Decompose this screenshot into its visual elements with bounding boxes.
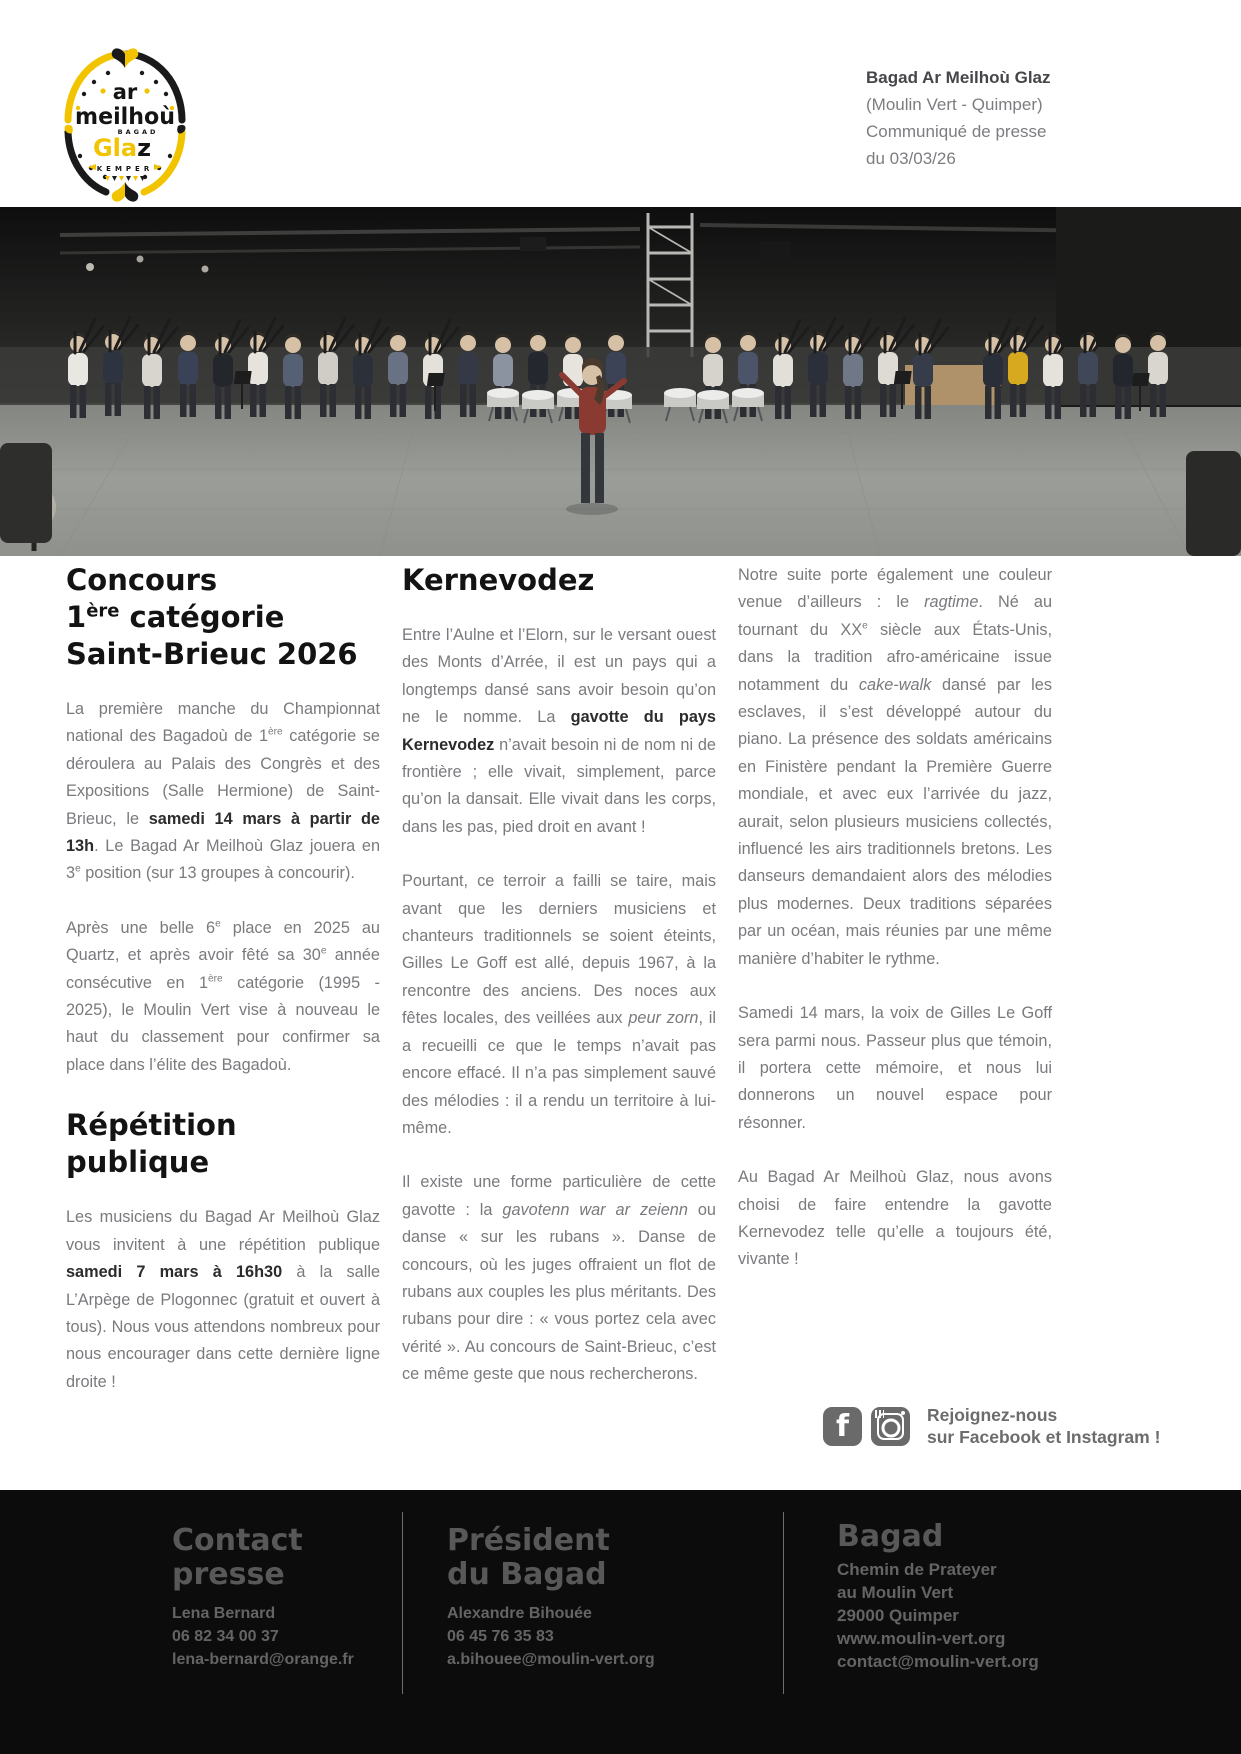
bagad-address-line2: au Moulin Vert	[837, 1583, 954, 1602]
logo-word-meilhou: meilhoù	[75, 104, 175, 130]
org-location: (Moulin Vert - Quimper)	[866, 95, 1043, 114]
press-contact-phone: 06 82 34 00 37	[172, 1628, 279, 1645]
logo-heart-bottom	[112, 182, 139, 202]
concours-title	[66, 562, 380, 673]
concours-title-line1: Concours	[66, 563, 218, 597]
bagad-email[interactable]: contact@moulin-vert.org	[837, 1652, 1039, 1671]
president-phone: 06 45 76 35 83	[447, 1628, 554, 1645]
doc-date: du 03/03/26	[866, 149, 956, 168]
footer	[0, 1490, 1241, 1754]
logo-word-ar: ar	[112, 80, 138, 104]
svg-text:Glaz	[93, 134, 151, 162]
suite-paragraph-1: Notre suite porte également une couleur venue d’ailleurs : le ragtime. Né au tournant du XXe siècle aux États-Unis, dans la tradition afro-américaine issue notamment du cake-walk dansé par les esclaves, il s’est développé autour du piano. La présence des soldats américains en Finistère pendant la Première Guerre mondiale, et avec eux l’arrivée du jazz, aurait, selon plusieurs musiciens collectés, influencé les airs traditionnels bretons. Les danseurs demandaient alors des mélodies plus modernes. Deux traditions séparées par un océan, mais réunies par une même manière d’habiter le rythme.	[738, 566, 1052, 968]
footer-president-title-line1: Président	[447, 1523, 610, 1558]
footer-press-title	[172, 1524, 354, 1592]
repetition-title-line1: Répétition	[66, 1108, 237, 1143]
kernevodez-paragraph-1: Entre l’Aulne et l’Elorn, sur le versant ouest des Monts d’Arrée, il est un pays qui a longtemps dansé sans avoir besoin qu’on ne le nomme. La gavotte du pays Kernevodez n’avait besoin ni de nom ni de frontière ; elle vivait, simplement, parce qu’on la dansait. Elle vivait dans les corps, dans les pas, pied droit en avant !	[402, 626, 716, 836]
column-kernevodez	[402, 562, 716, 1423]
bagad-website[interactable]: www.moulin-vert.org	[837, 1629, 1006, 1648]
bagad-logo	[58, 46, 192, 204]
instagram-stripes	[875, 1410, 884, 1418]
footer-press-title-line1: Contact	[172, 1523, 303, 1558]
suite-paragraph-3: Au Bagad Ar Meilhoù Glaz, nous avons choisi de faire entendre la gavotte Kernevodez telle qu’elle a toujours été, vivante !	[738, 1168, 1052, 1269]
logo-word-gla: Gla	[92, 134, 138, 162]
kernevodez-paragraph-3: Il existe une forme particulière de cette gavotte : la gavotenn war ar zeienn ou danse « sur les rubans ». Danse de concours, où les juges offraient un flot de rubans aux couples les plus méritants. Des rubans pour dire : « vous portez cela avec vérité ». Au concours de Saint-Brieuc, c’est ce même geste que nous rechercherons.	[402, 1173, 716, 1384]
logo-word-kemper: KEMPER	[96, 165, 154, 173]
press-contact-email[interactable]: lena-bernard@orange.fr	[172, 1651, 354, 1668]
footer-bagad	[837, 1520, 1039, 1673]
footer-press-contact	[172, 1524, 354, 1671]
instagram-lens	[881, 1418, 900, 1437]
kernevodez-paragraph-2: Pourtant, ce terroir a failli se taire, mais avant que les derniers musiciens et chanteurs traditionnels se soient éteints, Gilles Le Goff est allé, depuis 1967, à la rencontre des anciens. Des noces aux fêtes locales, des veillées aux peur zorn, il a recueilli ce que le temps n’avait pas encore effacé. Il n’a pas simplement sauvé des mélodies : il a rendu un territoire à lui-même.	[402, 872, 717, 1137]
logo-word-z: z	[137, 134, 152, 162]
repetition-title	[66, 1107, 380, 1181]
logo-triangle-row	[105, 176, 145, 181]
kernevodez-title: Kernevodez	[402, 563, 595, 597]
instagram-dot	[901, 1411, 906, 1416]
footer-divider-1	[402, 1512, 403, 1694]
footer-president-title	[447, 1524, 655, 1592]
footer-president-title-line2: du Bagad	[447, 1557, 607, 1592]
social-text-line2: sur Facebook et Instagram !	[927, 1427, 1161, 1447]
doc-type: Communiqué de presse	[866, 122, 1047, 141]
press-contact-name: Lena Bernard	[172, 1605, 276, 1622]
column-concours	[66, 562, 380, 1423]
org-name: Bagad Ar Meilhoù Glaz	[866, 68, 1051, 87]
president-name: Alexandre Bihouée	[447, 1605, 592, 1622]
column-suite	[738, 562, 1052, 1423]
suite-paragraph-2: Samedi 14 mars, la voix de Gilles Le Goff sera parmi nous. Passeur plus que témoin, il portera cette mémoire, et nous lui donnerons un nouvel espace pour résonner.	[738, 1004, 1052, 1132]
concours-paragraph-1: La première manche du Championnat national des Bagadoù de 1ère catégorie se déroulera au Palais des Congrès et des Expositions (Salle Hermione) de Saint-Brieuc, le samedi 14 mars à partir de 13h. Le Bagad Ar Meilhoù Glaz jouera en 3e position (sur 13 groupes à concourir).	[66, 700, 380, 883]
instagram-icon[interactable]	[871, 1407, 910, 1446]
footer-bagad-title: Bagad	[837, 1519, 944, 1554]
stage-floor	[0, 403, 1241, 556]
article-columns	[66, 562, 1052, 1423]
concours-title-line2: 1ère catégorie	[66, 600, 285, 634]
footer-president	[447, 1524, 655, 1671]
footer-press-title-line2: presse	[172, 1557, 285, 1592]
facebook-icon[interactable]	[823, 1407, 862, 1446]
repetition-paragraph: Les musiciens du Bagad Ar Meilhoù Glaz vous invitent à une répétition publique samedi 7 mars à 16h30 à la salle L’Arpège de Plogonnec (gratuit et ouvert à tous). Nous vous attendons nombreux pour nous encourager dans cette dernière ligne droite !	[66, 1208, 380, 1391]
president-email[interactable]: a.bihouee@moulin-vert.org	[447, 1651, 655, 1668]
social-text	[927, 1404, 1160, 1448]
bagad-logo-badge	[58, 46, 192, 204]
facebook-letter: f	[835, 1408, 850, 1444]
concours-paragraph-2: Après une belle 6e place en 2025 au Quartz, et après avoir fêté sa 30e année consécutive en 1ère catégorie (1995 - 2025), le Moulin Vert vise à nouveau le haut du classement pour confirmer sa place dans l’élite des Bagadoù.	[66, 918, 380, 1074]
bagad-address-line3: 29000 Quimper	[837, 1606, 959, 1625]
gear-right	[1186, 451, 1241, 556]
bagad-address-line1: Chemin de Prateyer	[837, 1560, 997, 1579]
concours-title-line3: Saint-Brieuc 2026	[66, 637, 358, 671]
repetition-title-line2: publique	[66, 1145, 210, 1180]
logo-word-bagad: BAGAD	[117, 128, 159, 136]
audience-left	[0, 443, 52, 543]
header-info	[866, 64, 1051, 172]
rehearsal-photo	[0, 207, 1241, 556]
footer-divider-2	[783, 1512, 784, 1694]
social-text-line1: Rejoignez-nous	[927, 1405, 1058, 1425]
social-block	[823, 1404, 1160, 1448]
